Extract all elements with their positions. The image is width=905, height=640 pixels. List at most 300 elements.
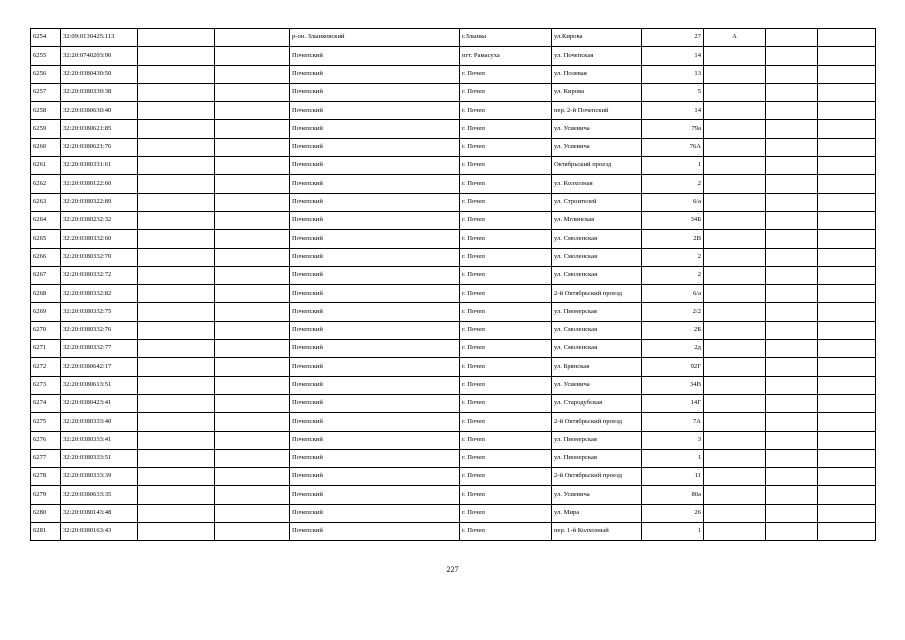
cell-letter <box>704 431 766 449</box>
cell-street: ул. Брянская <box>552 358 642 376</box>
cell-cadastral-number: 32:20:0380332:77 <box>61 340 138 358</box>
cell-empty <box>138 468 215 486</box>
cell-empty <box>818 394 876 412</box>
table-row <box>31 394 876 412</box>
cell-empty <box>215 431 290 449</box>
cell-number: 6258 <box>31 102 61 120</box>
cell-house: 26 <box>642 504 704 522</box>
cell-district: Почепский <box>290 193 460 211</box>
table-row <box>31 157 876 175</box>
cell-cadastral-number: 32:20:0380430:50 <box>61 65 138 83</box>
cell-empty <box>215 340 290 358</box>
cell-cadastral-number: 32:20:0380332:72 <box>61 266 138 284</box>
cell-cadastral-number: 32:20:0380642:17 <box>61 358 138 376</box>
cell-empty <box>215 120 290 138</box>
table-row <box>31 321 876 339</box>
cell-number: 6279 <box>31 486 61 504</box>
table-row <box>31 413 876 431</box>
cell-street: ул. Смоленская <box>552 266 642 284</box>
cell-empty <box>766 157 818 175</box>
cell-empty <box>138 413 215 431</box>
cell-letter <box>704 211 766 229</box>
cell-district: Почепский <box>290 431 460 449</box>
cell-number: 6257 <box>31 83 61 101</box>
cell-number: 6272 <box>31 358 61 376</box>
cell-house: 3 <box>642 431 704 449</box>
cell-empty <box>138 358 215 376</box>
cell-letter <box>704 358 766 376</box>
cell-cadastral-number: 32:20:0380333:41 <box>61 431 138 449</box>
cell-locality: г. Почеп <box>460 285 552 303</box>
cell-district: Почепский <box>290 248 460 266</box>
cell-street: 2-й Октябрьский проезд <box>552 285 642 303</box>
cell-empty <box>818 211 876 229</box>
cell-empty <box>818 29 876 47</box>
cell-house: 14 <box>642 102 704 120</box>
cell-street: ул. Мира <box>552 504 642 522</box>
table-row <box>31 47 876 65</box>
cell-letter <box>704 449 766 467</box>
cell-empty <box>818 83 876 101</box>
cell-cadastral-number: 32:20:0380621:85 <box>61 120 138 138</box>
table-row <box>31 486 876 504</box>
cell-letter <box>704 504 766 522</box>
cell-street: ул. Смоленская <box>552 248 642 266</box>
cell-number: 6273 <box>31 376 61 394</box>
cell-empty <box>766 211 818 229</box>
cell-empty <box>766 175 818 193</box>
cell-locality: г. Почеп <box>460 120 552 138</box>
cell-street: ул. Смоленская <box>552 230 642 248</box>
cell-street: ул. Пионерская <box>552 303 642 321</box>
cell-empty <box>215 358 290 376</box>
cell-house: 1 <box>642 523 704 541</box>
cell-letter <box>704 230 766 248</box>
cell-house: 76А <box>642 138 704 156</box>
cell-house: 14 <box>642 47 704 65</box>
cell-locality: г. Почеп <box>460 175 552 193</box>
cell-locality: пгт. Рамасуха <box>460 47 552 65</box>
cell-empty <box>138 266 215 284</box>
cell-district: Почепский <box>290 47 460 65</box>
cell-street: ул. Полевая <box>552 65 642 83</box>
table-row <box>31 266 876 284</box>
cell-street: ул. Кирова <box>552 83 642 101</box>
cell-empty <box>215 321 290 339</box>
cell-district: Почепский <box>290 65 460 83</box>
cell-district: Почепский <box>290 175 460 193</box>
cell-number: 6260 <box>31 138 61 156</box>
cell-empty <box>215 486 290 504</box>
cell-street: ул. Смоленская <box>552 321 642 339</box>
cell-empty <box>766 394 818 412</box>
table-row <box>31 230 876 248</box>
cell-empty <box>818 47 876 65</box>
cell-empty <box>138 211 215 229</box>
cell-empty <box>138 248 215 266</box>
cell-empty <box>138 285 215 303</box>
cell-empty <box>766 138 818 156</box>
cell-house: 7А <box>642 413 704 431</box>
cell-district: Почепский <box>290 266 460 284</box>
cell-letter <box>704 340 766 358</box>
table-row <box>31 102 876 120</box>
cell-empty <box>215 138 290 156</box>
cell-empty <box>766 504 818 522</box>
cell-house: 2 <box>642 175 704 193</box>
cell-empty <box>766 321 818 339</box>
cell-cadastral-number: 32:20:0380331:61 <box>61 157 138 175</box>
cell-letter <box>704 376 766 394</box>
cell-empty <box>215 504 290 522</box>
cell-empty <box>138 193 215 211</box>
cell-house: 2В <box>642 230 704 248</box>
cell-letter <box>704 468 766 486</box>
cell-street: ул. Усиевича <box>552 120 642 138</box>
cell-empty <box>766 248 818 266</box>
cell-number: 6255 <box>31 47 61 65</box>
cell-letter <box>704 157 766 175</box>
cell-empty <box>138 523 215 541</box>
cell-district: Почепский <box>290 394 460 412</box>
cell-empty <box>138 431 215 449</box>
cell-street: 2-й Октябрьский проезд <box>552 413 642 431</box>
cell-number: 6278 <box>31 468 61 486</box>
cell-letter <box>704 47 766 65</box>
cell-number: 6274 <box>31 394 61 412</box>
cell-empty <box>766 193 818 211</box>
cell-empty <box>138 65 215 83</box>
cell-letter: А <box>704 29 766 47</box>
cell-letter <box>704 486 766 504</box>
cell-letter <box>704 65 766 83</box>
cell-house: 2д <box>642 340 704 358</box>
cell-locality: г. Почеп <box>460 248 552 266</box>
table-row <box>31 504 876 522</box>
cell-district: Почепский <box>290 468 460 486</box>
cell-number: 6281 <box>31 523 61 541</box>
cell-empty <box>215 523 290 541</box>
cell-street: ул. Усиевича <box>552 486 642 504</box>
cell-cadastral-number: 32:20:0380621:76 <box>61 138 138 156</box>
cell-empty <box>138 340 215 358</box>
cell-district: Почепский <box>290 83 460 101</box>
table-row <box>31 83 876 101</box>
cell-number: 6265 <box>31 230 61 248</box>
cell-empty <box>766 358 818 376</box>
cell-house: 6/а <box>642 285 704 303</box>
cell-cadastral-number: 32:09:0130425:113 <box>61 29 138 47</box>
cell-empty <box>138 230 215 248</box>
cell-empty <box>215 248 290 266</box>
cell-number: 6269 <box>31 303 61 321</box>
cell-empty <box>818 157 876 175</box>
cell-number: 6280 <box>31 504 61 522</box>
cell-empty <box>818 303 876 321</box>
cell-number: 6267 <box>31 266 61 284</box>
cell-district: Почепский <box>290 413 460 431</box>
cell-empty <box>818 376 876 394</box>
table-row <box>31 211 876 229</box>
cell-cadastral-number: 32:20:0380613:51 <box>61 376 138 394</box>
table-row <box>31 65 876 83</box>
cell-empty <box>818 138 876 156</box>
cell-cadastral-number: 32:20:0380163:43 <box>61 523 138 541</box>
cell-empty <box>215 468 290 486</box>
cell-empty <box>766 486 818 504</box>
cell-number: 6259 <box>31 120 61 138</box>
cell-empty <box>215 211 290 229</box>
cell-cadastral-number: 32:20:0740203:90 <box>61 47 138 65</box>
cell-empty <box>818 266 876 284</box>
cell-empty <box>766 83 818 101</box>
cell-number: 6276 <box>31 431 61 449</box>
cell-house: 14Г <box>642 394 704 412</box>
cell-empty <box>766 102 818 120</box>
cell-empty <box>766 47 818 65</box>
cell-empty <box>766 449 818 467</box>
cell-empty <box>215 413 290 431</box>
cell-empty <box>766 65 818 83</box>
cell-empty <box>766 340 818 358</box>
cell-locality: г. Почеп <box>460 138 552 156</box>
cell-number: 6268 <box>31 285 61 303</box>
cell-letter <box>704 120 766 138</box>
cell-empty <box>818 523 876 541</box>
cell-empty <box>138 376 215 394</box>
cell-house: 11 <box>642 468 704 486</box>
cell-cadastral-number: 32:20:0380423:41 <box>61 394 138 412</box>
cell-number: 6275 <box>31 413 61 431</box>
cell-street: ул. Стародубская <box>552 394 642 412</box>
cell-number: 6261 <box>31 157 61 175</box>
cell-district: Почепский <box>290 303 460 321</box>
cell-empty <box>138 394 215 412</box>
cell-locality: г. Почеп <box>460 449 552 467</box>
cell-empty <box>818 449 876 467</box>
cell-street: пер. 2-й Почепский <box>552 102 642 120</box>
cell-number: 6270 <box>31 321 61 339</box>
cell-house: 79а <box>642 120 704 138</box>
cell-house: 2Б <box>642 321 704 339</box>
cell-empty <box>215 47 290 65</box>
cell-district: Почепский <box>290 138 460 156</box>
cell-letter <box>704 321 766 339</box>
cell-letter <box>704 193 766 211</box>
cell-cadastral-number: 32:20:0380322:89 <box>61 193 138 211</box>
cell-empty <box>138 120 215 138</box>
cell-empty <box>818 230 876 248</box>
registry-table <box>30 28 876 541</box>
table-row <box>31 340 876 358</box>
cell-empty <box>766 303 818 321</box>
cell-cadastral-number: 32:20:0380630:40 <box>61 102 138 120</box>
cell-letter <box>704 102 766 120</box>
cell-letter <box>704 523 766 541</box>
cell-locality: г. Почеп <box>460 413 552 431</box>
cell-house: 34В <box>642 376 704 394</box>
cell-cadastral-number: 32:20:0380333:51 <box>61 449 138 467</box>
cell-locality: г. Почеп <box>460 340 552 358</box>
cell-locality: г. Почеп <box>460 83 552 101</box>
cell-empty <box>215 175 290 193</box>
cell-empty <box>138 29 215 47</box>
cell-locality: г. Почеп <box>460 523 552 541</box>
cell-empty <box>215 394 290 412</box>
cell-street: пер. 1-й Колхозный <box>552 523 642 541</box>
cell-district: Почепский <box>290 321 460 339</box>
cell-empty <box>215 376 290 394</box>
cell-empty <box>766 431 818 449</box>
cell-cadastral-number: 32:20:0380330:38 <box>61 83 138 101</box>
cell-district: Почепский <box>290 211 460 229</box>
cell-empty <box>138 321 215 339</box>
cell-empty <box>766 120 818 138</box>
cell-empty <box>138 175 215 193</box>
cell-locality: г. Почеп <box>460 211 552 229</box>
cell-district: р-он. Злынковский <box>290 29 460 47</box>
cell-empty <box>215 303 290 321</box>
cell-cadastral-number: 32:20:0380332:70 <box>61 248 138 266</box>
cell-district: Почепский <box>290 285 460 303</box>
cell-locality: г. Почеп <box>460 468 552 486</box>
cell-empty <box>766 523 818 541</box>
cell-cadastral-number: 32:20:0380143:48 <box>61 504 138 522</box>
cell-empty <box>766 266 818 284</box>
cell-district: Почепский <box>290 358 460 376</box>
cell-district: Почепский <box>290 230 460 248</box>
cell-empty <box>138 102 215 120</box>
cell-street: ул. Строителей <box>552 193 642 211</box>
table-row <box>31 431 876 449</box>
cell-number: 6271 <box>31 340 61 358</box>
cell-letter <box>704 266 766 284</box>
cell-empty <box>818 340 876 358</box>
cell-empty <box>138 303 215 321</box>
table-row <box>31 138 876 156</box>
cell-number: 6262 <box>31 175 61 193</box>
table-row <box>31 376 876 394</box>
cell-empty <box>215 65 290 83</box>
cell-empty <box>818 358 876 376</box>
cell-cadastral-number: 32:20:0380232:32 <box>61 211 138 229</box>
cell-empty <box>766 413 818 431</box>
cell-empty <box>138 157 215 175</box>
cell-district: Почепский <box>290 376 460 394</box>
cell-house: 92Г <box>642 358 704 376</box>
table-row <box>31 248 876 266</box>
cell-house: 80а <box>642 486 704 504</box>
cell-empty <box>818 65 876 83</box>
cell-letter <box>704 175 766 193</box>
table-row <box>31 175 876 193</box>
cell-letter <box>704 413 766 431</box>
cell-cadastral-number: 32:20:0380332:75 <box>61 303 138 321</box>
cell-cadastral-number: 32:20:0380332:82 <box>61 285 138 303</box>
cell-empty <box>818 102 876 120</box>
cell-empty <box>818 321 876 339</box>
cell-district: Почепский <box>290 120 460 138</box>
cell-locality: г. Почеп <box>460 230 552 248</box>
cell-empty <box>138 504 215 522</box>
cell-empty <box>215 102 290 120</box>
cell-letter <box>704 285 766 303</box>
cell-number: 6266 <box>31 248 61 266</box>
cell-locality: г. Почеп <box>460 376 552 394</box>
cell-empty <box>818 413 876 431</box>
cell-district: Почепский <box>290 523 460 541</box>
cell-district: Почепский <box>290 102 460 120</box>
cell-locality: г. Почеп <box>460 303 552 321</box>
cell-locality: г.Злынка <box>460 29 552 47</box>
cell-letter <box>704 303 766 321</box>
cell-empty <box>215 157 290 175</box>
cell-empty <box>138 138 215 156</box>
cell-house: 2 <box>642 248 704 266</box>
table-row <box>31 449 876 467</box>
cell-empty <box>215 266 290 284</box>
cell-locality: г. Почеп <box>460 486 552 504</box>
cell-cadastral-number: 32:20:0380633:35 <box>61 486 138 504</box>
cell-letter <box>704 83 766 101</box>
cell-street: ул. Почепская <box>552 47 642 65</box>
cell-district: Почепский <box>290 157 460 175</box>
cell-number: 6277 <box>31 449 61 467</box>
cell-district: Почепский <box>290 504 460 522</box>
cell-empty <box>766 230 818 248</box>
cell-empty <box>138 47 215 65</box>
cell-empty <box>818 431 876 449</box>
cell-empty <box>215 230 290 248</box>
cell-district: Почепский <box>290 486 460 504</box>
cell-empty <box>818 486 876 504</box>
table-body <box>31 29 876 541</box>
cell-letter <box>704 248 766 266</box>
cell-empty <box>818 468 876 486</box>
cell-locality: г. Почеп <box>460 321 552 339</box>
cell-cadastral-number: 32:20:0380122:60 <box>61 175 138 193</box>
table-row <box>31 523 876 541</box>
cell-locality: г. Почеп <box>460 431 552 449</box>
cell-letter <box>704 138 766 156</box>
cell-district: Почепский <box>290 449 460 467</box>
cell-locality: г. Почеп <box>460 193 552 211</box>
cell-empty <box>138 486 215 504</box>
cell-empty <box>766 468 818 486</box>
cell-street: 2-й Октябрьский проезд <box>552 468 642 486</box>
cell-house: 27 <box>642 29 704 47</box>
cell-street: ул. Колхозная <box>552 175 642 193</box>
cell-street: ул. Пионерская <box>552 449 642 467</box>
cell-district: Почепский <box>290 340 460 358</box>
cell-number: 6254 <box>31 29 61 47</box>
cell-number: 6264 <box>31 211 61 229</box>
cell-house: 1 <box>642 157 704 175</box>
cell-empty <box>215 83 290 101</box>
cell-empty <box>215 285 290 303</box>
cell-street: ул. Пионерская <box>552 431 642 449</box>
cell-empty <box>818 175 876 193</box>
cell-house: 6/а <box>642 193 704 211</box>
cell-empty <box>766 285 818 303</box>
cell-locality: г. Почеп <box>460 65 552 83</box>
cell-house: 2/2 <box>642 303 704 321</box>
cell-cadastral-number: 32:20:0380332:60 <box>61 230 138 248</box>
cell-street: ул. Усиевича <box>552 376 642 394</box>
table-row <box>31 120 876 138</box>
cell-house: 13 <box>642 65 704 83</box>
cell-empty <box>818 120 876 138</box>
